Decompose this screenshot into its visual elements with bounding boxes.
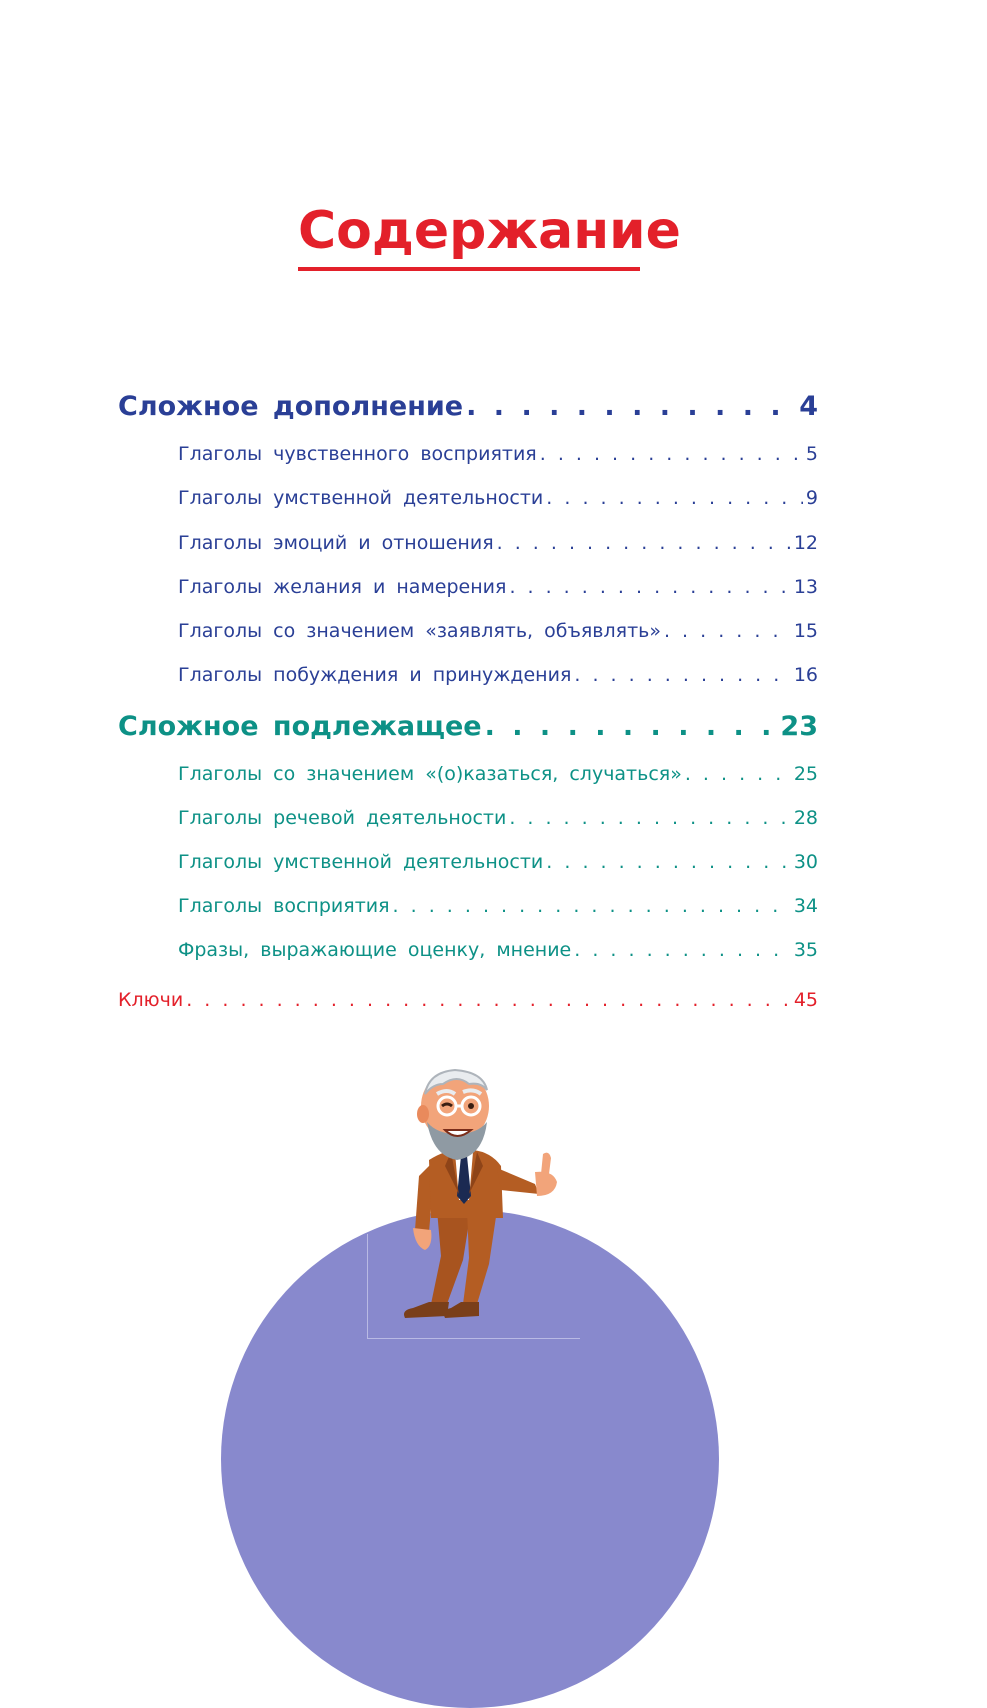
toc-section-complex-subject[interactable] (118, 710, 818, 744)
toc-leader-dots (546, 485, 803, 511)
toc-leader-dots (466, 390, 796, 424)
toc-leader-dots (574, 937, 791, 963)
toc-item-label: Глаголы чувственного восприятия (178, 443, 537, 465)
toc-leader-dots (509, 805, 791, 831)
toc-page-number: 16 (793, 664, 818, 686)
toc-page-number: 45 (793, 989, 818, 1011)
page-title: Содержание (298, 196, 640, 271)
toc-leader-dots (546, 849, 791, 875)
toc-keys-label: Ключи (118, 989, 184, 1011)
toc-page-number: 13 (793, 576, 818, 598)
toc-leader-dots (685, 761, 791, 787)
toc-item[interactable] (178, 441, 818, 467)
professor-thumbs-up-icon (385, 1060, 575, 1330)
toc-item[interactable] (178, 530, 818, 556)
toc-item[interactable] (178, 761, 818, 787)
toc-item-label: Глаголы побуждения и принуждения (178, 664, 572, 686)
toc-item-label: Глаголы желания и намерения (178, 576, 507, 598)
toc-item-label: Глаголы эмоций и отношения (178, 532, 494, 554)
toc-item-label: Глаголы со значением «(о)казаться, случаться» (178, 763, 682, 785)
toc-section-label: Сложное дополнение (118, 391, 464, 422)
toc-item[interactable] (178, 937, 818, 963)
toc-page-number: 30 (793, 851, 818, 873)
toc-item[interactable] (178, 849, 818, 875)
toc-item-label: Глаголы со значением «заявлять, объявлять» (178, 620, 661, 642)
toc-leader-dots (485, 710, 778, 744)
toc-page-number: 9 (805, 487, 818, 509)
toc-item[interactable] (178, 805, 818, 831)
toc-section-complex-object[interactable] (118, 390, 818, 424)
toc-item[interactable] (178, 893, 818, 919)
toc-page-number: 35 (793, 939, 818, 961)
toc-leader-dots (540, 441, 803, 467)
toc-page-number: 12 (793, 532, 818, 554)
toc-leader-dots (393, 893, 791, 919)
toc-page-number: 34 (793, 895, 818, 917)
toc-keys[interactable] (118, 987, 818, 1013)
toc-leader-dots (664, 618, 791, 644)
toc-item[interactable] (178, 574, 818, 600)
toc-leader-dots (186, 987, 791, 1013)
toc-page-number: 4 (799, 391, 818, 422)
toc-page-number: 25 (793, 763, 818, 785)
toc-leader-dots (497, 530, 791, 556)
toc-leader-dots (574, 662, 790, 688)
toc-page-number: 15 (793, 620, 818, 642)
toc-item[interactable] (178, 618, 818, 644)
toc-item-label: Глаголы умственной деятельности (178, 851, 544, 873)
toc-item-label: Глаголы речевой деятельности (178, 807, 507, 829)
toc-section-label: Сложное подлежащее (118, 711, 482, 742)
toc-item-label: Глаголы умственной деятельности (178, 487, 544, 509)
toc-item-label: Глаголы восприятия (178, 895, 390, 917)
toc-item[interactable] (178, 662, 818, 688)
toc-item-label: Фразы, выражающие оценку, мнение (178, 939, 572, 961)
toc-page-number: 28 (793, 807, 818, 829)
toc-page-number: 5 (805, 443, 818, 465)
toc-item[interactable] (178, 485, 818, 511)
toc-leader-dots (509, 574, 790, 600)
toc-page-number: 23 (780, 711, 818, 742)
